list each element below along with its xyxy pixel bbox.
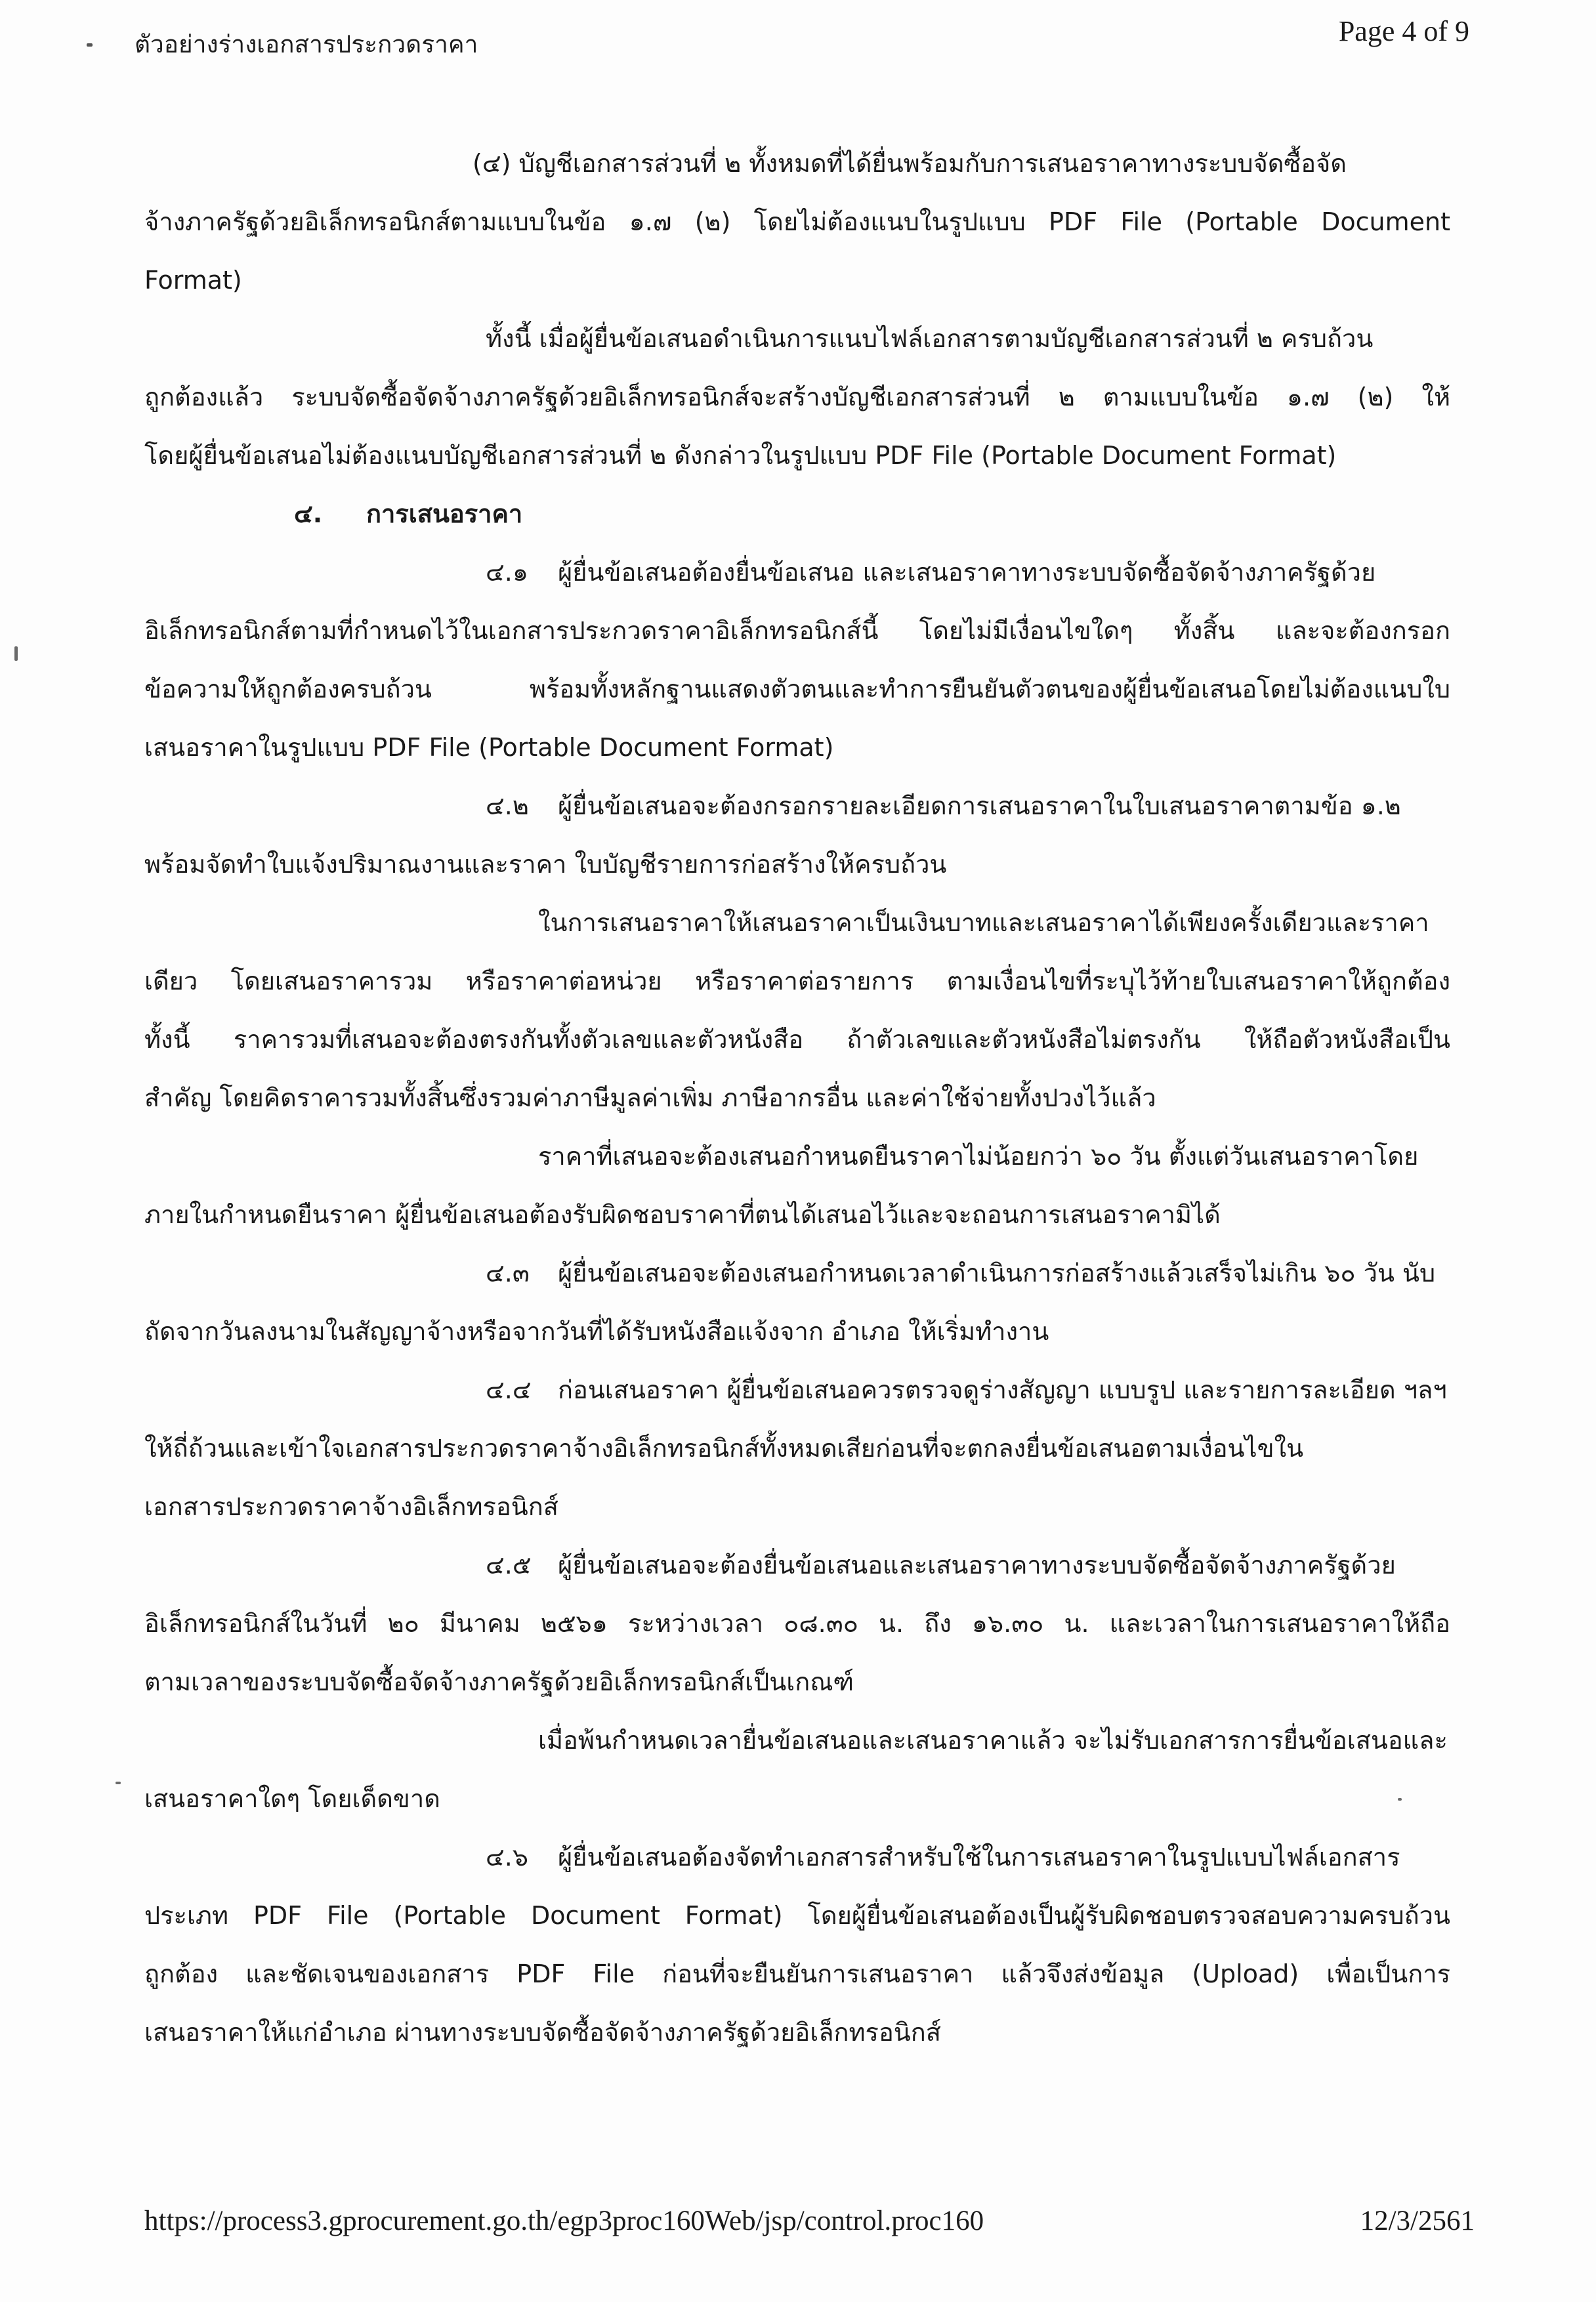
paragraph-line: ตามเวลาของระบบจัดซื้อจัดจ้างภาครัฐด้วยอิเล็กทรอนิกส์เป็นเกณฑ์ [144, 1667, 854, 1696]
clause-line [144, 543, 1450, 602]
paragraph-line: ให้ถี่ถ้วนและเข้าใจเอกสารประกวดราคาจ้างอิเล็กทรอนิกส์ทั้งหมดเสียก่อนที่จะตกลงยื่นข้อเสนอตามเงื่อนไขใน [144, 1434, 1304, 1463]
clause-line [144, 1244, 1450, 1303]
paragraph-line: ในการเสนอราคาให้เสนอราคาเป็นเงินบาทและเสนอราคาได้เพียงครั้งเดียวและราคา [538, 908, 1429, 937]
paragraph-line: สำคัญ โดยคิดราคารวมทั้งสิ้นซึ่งรวมค่าภาษีมูลค่าเพิ่ม ภาษีอากรอื่น และค่าใช้จ่ายทั้งปวงไว้แล้ว [144, 1083, 1156, 1112]
clause-line [144, 1361, 1450, 1419]
paragraph-line: อิเล็กทรอนิกส์ในวันที่ ๒๐ มีนาคม ๒๕๖๑ ระหว่างเวลา ๐๘.๓๐ น. ถึง ๑๖.๓๐ น. และเวลาในการเสนอราคาให้ถือ [144, 1609, 1450, 1638]
paragraph-line: เสนอราคาให้แก่อำเภอ ผ่านทางระบบจัดซื้อจัดจ้างภาครัฐด้วยอิเล็กทรอนิกส์ [144, 2018, 941, 2047]
paragraph-line: ทั้งนี้ ราคารวมที่เสนอจะต้องตรงกันทั้งตัวเลขและตัวหนังสือ ถ้าตัวเลขและตัวหนังสือไม่ตรงกัน ให้ถือตัวหนังสือเป็น [144, 1025, 1450, 1054]
paragraph-line: ถูกต้องแล้ว ระบบจัดซื้อจัดจ้างภาครัฐด้วยอิเล็กทรอนิกส์จะสร้างบัญชีเอกสารส่วนที่ ๒ ตามแบบในข้อ ๑.๗ (๒) ให้ [144, 383, 1450, 411]
paragraph-line: พร้อมจัดทำใบแจ้งปริมาณงานและราคา ใบบัญชีรายการก่อสร้างให้ครบถ้วน [144, 850, 947, 879]
paragraph-line: ถูกต้อง และชัดเจนของเอกสาร PDF File ก่อนที่จะยืนยันการเสนอราคา แล้วจึงส่งข้อมูล (Upload) เพื่อเป็นการ [144, 1959, 1450, 1988]
paragraph-line: เสนอราคาใดๆ โดยเด็ดขาด [144, 1784, 440, 1813]
clause-number: ๔.๕ [486, 1551, 532, 1580]
clause-text: ผู้ยื่นข้อเสนอต้องยื่นข้อเสนอ และเสนอราคาทางระบบจัดซื้อจัดจ้างภาครัฐด้วย [558, 558, 1376, 587]
section-title: การเสนอราคา [366, 499, 523, 528]
section-number: ๔. [294, 499, 323, 528]
clause-text: ผู้ยื่นข้อเสนอจะต้องยื่นข้อเสนอและเสนอราคาทางระบบจัดซื้อจัดจ้างภาครัฐด้วย [558, 1551, 1396, 1580]
paragraph-line: เมื่อพ้นกำหนดเวลายื่นข้อเสนอและเสนอราคาแล้ว จะไม่รับเอกสารการยื่นข้อเสนอและ [538, 1726, 1448, 1755]
document-body [144, 135, 1450, 2062]
clause-line [144, 777, 1450, 835]
paragraph-line: ราคาที่เสนอจะต้องเสนอกำหนดยืนราคาไม่น้อยกว่า ๖๐ วัน ตั้งแต่วันเสนอราคาโดย [538, 1142, 1419, 1171]
page-number: Page 4 of 9 [1338, 15, 1469, 47]
clause-number: ๔.๔ [486, 1375, 532, 1404]
section-heading [144, 485, 1450, 543]
scan-speck [87, 43, 93, 47]
paragraph-line: Format) [144, 266, 242, 295]
paragraph-line: เอกสารประกวดราคาจ้างอิเล็กทรอนิกส์ [144, 1492, 558, 1521]
clause-number: ๔.๖ [486, 1843, 528, 1872]
clause-line [144, 1536, 1450, 1595]
clause-line [144, 1828, 1450, 1887]
clause-text: ผู้ยื่นข้อเสนอจะต้องกรอกรายละเอียดการเสนอราคาในใบเสนอราคาตามข้อ ๑.๒ [558, 791, 1401, 820]
document-header-title: ตัวอย่างร่างเอกสารประกวดราคา [135, 30, 478, 58]
footer-url: https://process3.gprocurement.go.th/egp3proc160Web/jsp/control.proc160 [144, 2206, 984, 2236]
clause-text: ผู้ยื่นข้อเสนอต้องจัดทำเอกสารสำหรับใช้ในการเสนอราคาในรูปแบบไฟล์เอกสาร [558, 1843, 1400, 1872]
clause-text: ก่อนเสนอราคา ผู้ยื่นข้อเสนอควรตรวจดูร่างสัญญา แบบรูป และรายการละเอียด ฯลฯ [558, 1375, 1447, 1404]
paragraph-line: ภายในกำหนดยืนราคา ผู้ยื่นข้อเสนอต้องรับผิดชอบราคาที่ตนได้เสนอไว้และจะถอนการเสนอราคามิได้ [144, 1200, 1221, 1229]
paragraph-line: (๔) บัญชีเอกสารส่วนที่ ๒ ทั้งหมดที่ได้ยื่นพร้อมกับการเสนอราคาทางระบบจัดซื้อจัด [472, 149, 1347, 178]
paragraph-line: เสนอราคาในรูปแบบ PDF File (Portable Document Format) [144, 733, 834, 762]
paragraph-line: จ้างภาครัฐด้วยอิเล็กทรอนิกส์ตามแบบในข้อ ๑.๗ (๒) โดยไม่ต้องแนบในรูปแบบ PDF File (Portable Document [144, 207, 1450, 236]
scan-speck [1398, 1798, 1402, 1801]
clause-number: ๔.๑ [486, 558, 528, 587]
paragraph-line: ทั้งนี้ เมื่อผู้ยื่นข้อเสนอดำเนินการแนบไฟล์เอกสารตามบัญชีเอกสารส่วนที่ ๒ ครบถ้วน [486, 324, 1374, 353]
paragraph-line: อิเล็กทรอนิกส์ตามที่กำหนดไว้ในเอกสารประกวดราคาอิเล็กทรอนิกส์นี้ โดยไม่มีเงื่อนไขใดๆ ทั้งสิ้น และจะต้องกรอก [144, 616, 1450, 645]
clause-number: ๔.๓ [486, 1259, 530, 1287]
paragraph-line: เดียว โดยเสนอราคารวม หรือราคาต่อหน่วย หรือราคาต่อรายการ ตามเงื่อนไขที่ระบุไว้ท้ายใบเสนอราคาให้ถูกต้อง [144, 967, 1450, 995]
clause-number: ๔.๒ [486, 791, 529, 820]
paragraph-line: ถัดจากวันลงนามในสัญญาจ้างหรือจากวันที่ได้รับหนังสือแจ้งจาก อำเภอ ให้เริ่มทำงาน [144, 1317, 1049, 1346]
paragraph-line: ประเภท PDF File (Portable Document Format) โดยผู้ยื่นข้อเสนอต้องเป็นผู้รับผิดชอบตรวจสอบความครบถ้วน [144, 1901, 1450, 1930]
paragraph-line: โดยผู้ยื่นข้อเสนอไม่ต้องแนบบัญชีเอกสารส่วนที่ ๒ ดังกล่าวในรูปแบบ PDF File (Portable Document Format) [144, 441, 1337, 470]
scan-speck [14, 646, 18, 661]
footer-date: 12/3/2561 [1360, 2206, 1475, 2236]
paragraph-line: ข้อความให้ถูกต้องครบถ้วน พร้อมทั้งหลักฐานแสดงตัวตนและทำการยืนยันตัวตนของผู้ยื่นข้อเสนอโดยไม่ต้องแนบใบ [144, 675, 1450, 703]
scan-speck [116, 1782, 121, 1784]
clause-text: ผู้ยื่นข้อเสนอจะต้องเสนอกำหนดเวลาดำเนินการก่อสร้างแล้วเสร็จไม่เกิน ๖๐ วัน นับ [558, 1259, 1436, 1287]
